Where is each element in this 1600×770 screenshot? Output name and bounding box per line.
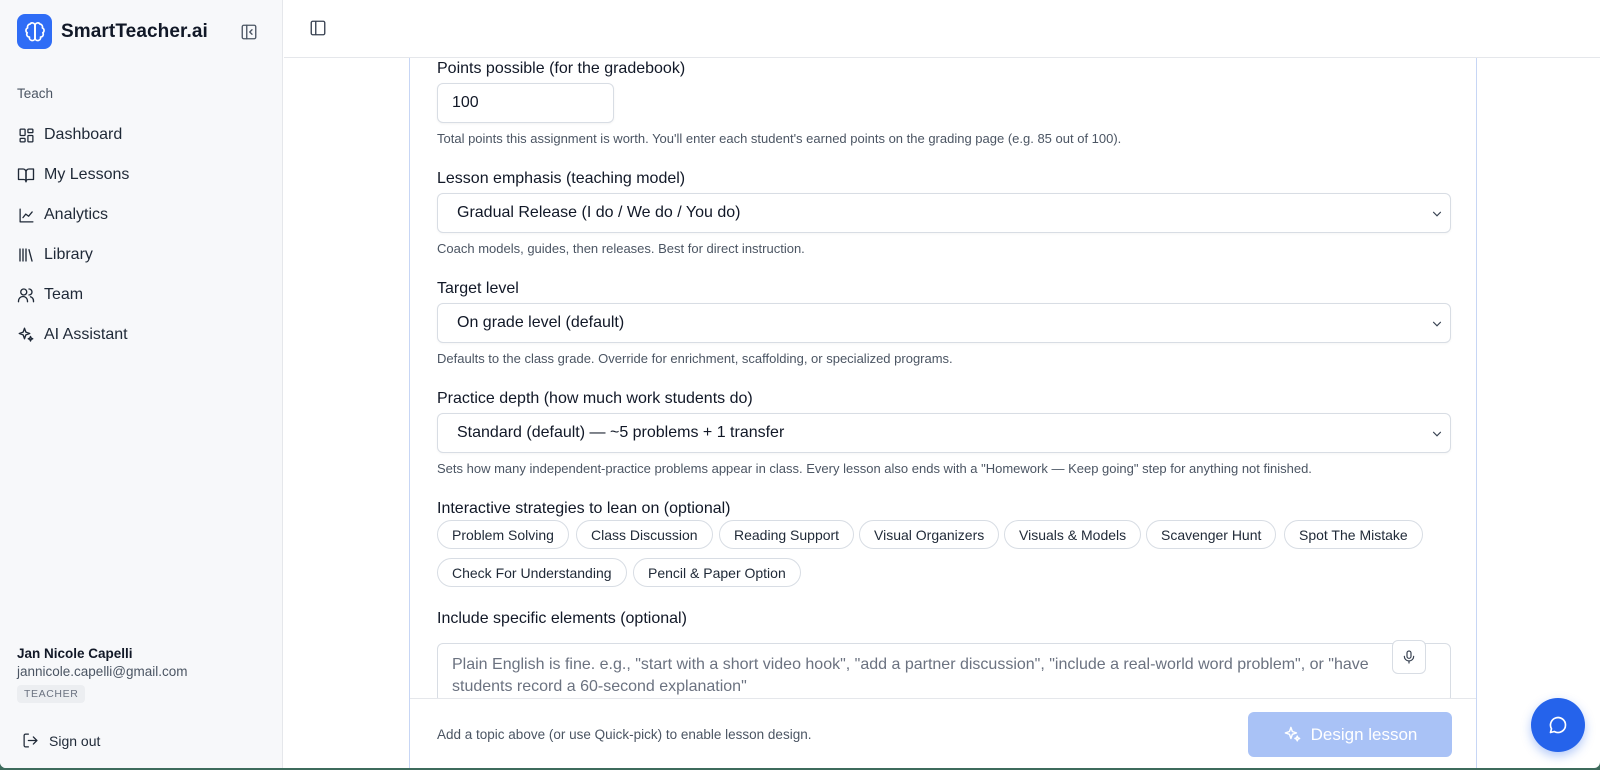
user-email: jannicole.capelli@gmail.com (17, 664, 188, 679)
log-out-icon (22, 732, 39, 749)
sidebar-item-team[interactable] (17, 275, 267, 315)
user-name: Jan Nicole Capelli (17, 646, 133, 661)
form-footer (410, 698, 1476, 768)
sidebar-item-label: Dashboard (44, 126, 123, 143)
sidebar-item-label: Team (44, 286, 84, 303)
sign-out-button[interactable] (22, 732, 100, 749)
book-icon (17, 166, 35, 184)
chip-scavenger-hunt[interactable]: Scavenger Hunt (1146, 520, 1276, 549)
emphasis-select[interactable] (437, 193, 1451, 233)
strategies-label: Interactive strategies to lean on (optional) (437, 500, 731, 517)
sidebar-item-label: My Lessons (44, 166, 130, 183)
sidebar-item-ai-assistant[interactable] (17, 315, 267, 355)
chevron-down-icon (1430, 207, 1444, 221)
chip-reading-support[interactable]: Reading Support (719, 520, 854, 549)
depth-value: Standard (default) — ~5 problems + 1 transfer (457, 424, 785, 441)
sidebar (0, 0, 283, 768)
emphasis-help: Coach models, guides, then releases. Best for direct instruction. (437, 241, 805, 256)
chip-problem-solving[interactable]: Problem Solving (437, 520, 569, 549)
chip-spot-the-mistake[interactable]: Spot The Mistake (1284, 520, 1423, 549)
brand-name: SmartTeacher.ai (61, 20, 208, 42)
emphasis-label: Lesson emphasis (teaching model) (437, 170, 686, 187)
target-value: On grade level (default) (457, 314, 625, 331)
sparkles-icon (1283, 725, 1302, 744)
design-lesson-button[interactable] (1248, 712, 1452, 757)
emphasis-value: Gradual Release (I do / We do / You do) (457, 204, 741, 221)
sidebar-item-analytics[interactable] (17, 195, 267, 235)
dashboard-icon (17, 126, 35, 144)
target-help: Defaults to the class grade. Override for enrichment, scaffolding, or specialized programs. (437, 351, 953, 366)
elements-label: Include specific elements (optional) (437, 610, 687, 627)
sidebar-item-label: Library (44, 246, 93, 263)
panel-left-close-icon (240, 23, 258, 41)
sidebar-item-library[interactable] (17, 235, 267, 275)
chip-class-discussion[interactable]: Class Discussion (576, 520, 713, 549)
chip-check-for-understanding[interactable]: Check For Understanding (437, 558, 627, 587)
library-icon (17, 246, 35, 264)
sidebar-nav (17, 115, 267, 355)
brand[interactable] (17, 14, 208, 49)
chevron-down-icon (1430, 427, 1444, 441)
chevron-down-icon (1430, 317, 1444, 331)
footer-note: Add a topic above (or use Quick-pick) to enable lesson design. (437, 727, 812, 742)
chip-visuals-models[interactable]: Visuals & Models (1004, 520, 1141, 549)
sidebar-item-dashboard[interactable] (17, 115, 267, 155)
message-circle-icon (1548, 715, 1568, 735)
sidebar-item-my-lessons[interactable] (17, 155, 267, 195)
points-input[interactable] (437, 83, 614, 123)
microphone-icon (1401, 649, 1417, 665)
lesson-design-form (409, 58, 1477, 768)
target-select[interactable] (437, 303, 1451, 343)
sidebar-item-label: AI Assistant (44, 326, 128, 343)
depth-help: Sets how many independent-practice problems appear in class. Every lesson also ends with a "Homework — Keep going" step for anything not finished. (437, 461, 1312, 476)
panel-left-icon (309, 19, 327, 37)
nav-section-label: Teach (17, 86, 54, 101)
users-icon (17, 286, 35, 304)
design-lesson-label: Design lesson (1310, 724, 1418, 744)
top-bar (284, 0, 1600, 58)
toggle-panel-button[interactable] (307, 17, 329, 39)
chip-visual-organizers[interactable]: Visual Organizers (859, 520, 999, 549)
points-label: Points possible (for the gradebook) (437, 60, 686, 77)
elements-textarea[interactable]: Plain English is fine. e.g., "start with a short video hook", "add a partner discussion", "include a real-world word problem", or "have students record a 60-second explanation" (437, 643, 1451, 703)
depth-select[interactable] (437, 413, 1451, 453)
sidebar-item-label: Analytics (44, 206, 109, 223)
chat-button[interactable] (1531, 698, 1585, 752)
target-label: Target level (437, 280, 519, 297)
points-help: Total points this assignment is worth. You'll enter each student's earned points on the grading page (e.g. 85 out of 100). (437, 131, 1122, 146)
collapse-sidebar-button[interactable] (239, 22, 259, 42)
voice-input-button[interactable] (1392, 640, 1426, 674)
user-profile (17, 646, 188, 703)
sign-out-label: Sign out (49, 732, 101, 749)
brain-icon (17, 14, 52, 49)
sparkles-icon (17, 326, 35, 344)
chart-line-icon (17, 206, 35, 224)
chip-pencil-paper-option[interactable]: Pencil & Paper Option (633, 558, 801, 587)
depth-label: Practice depth (how much work students do) (437, 390, 753, 407)
user-role-badge: TEACHER (17, 685, 85, 703)
